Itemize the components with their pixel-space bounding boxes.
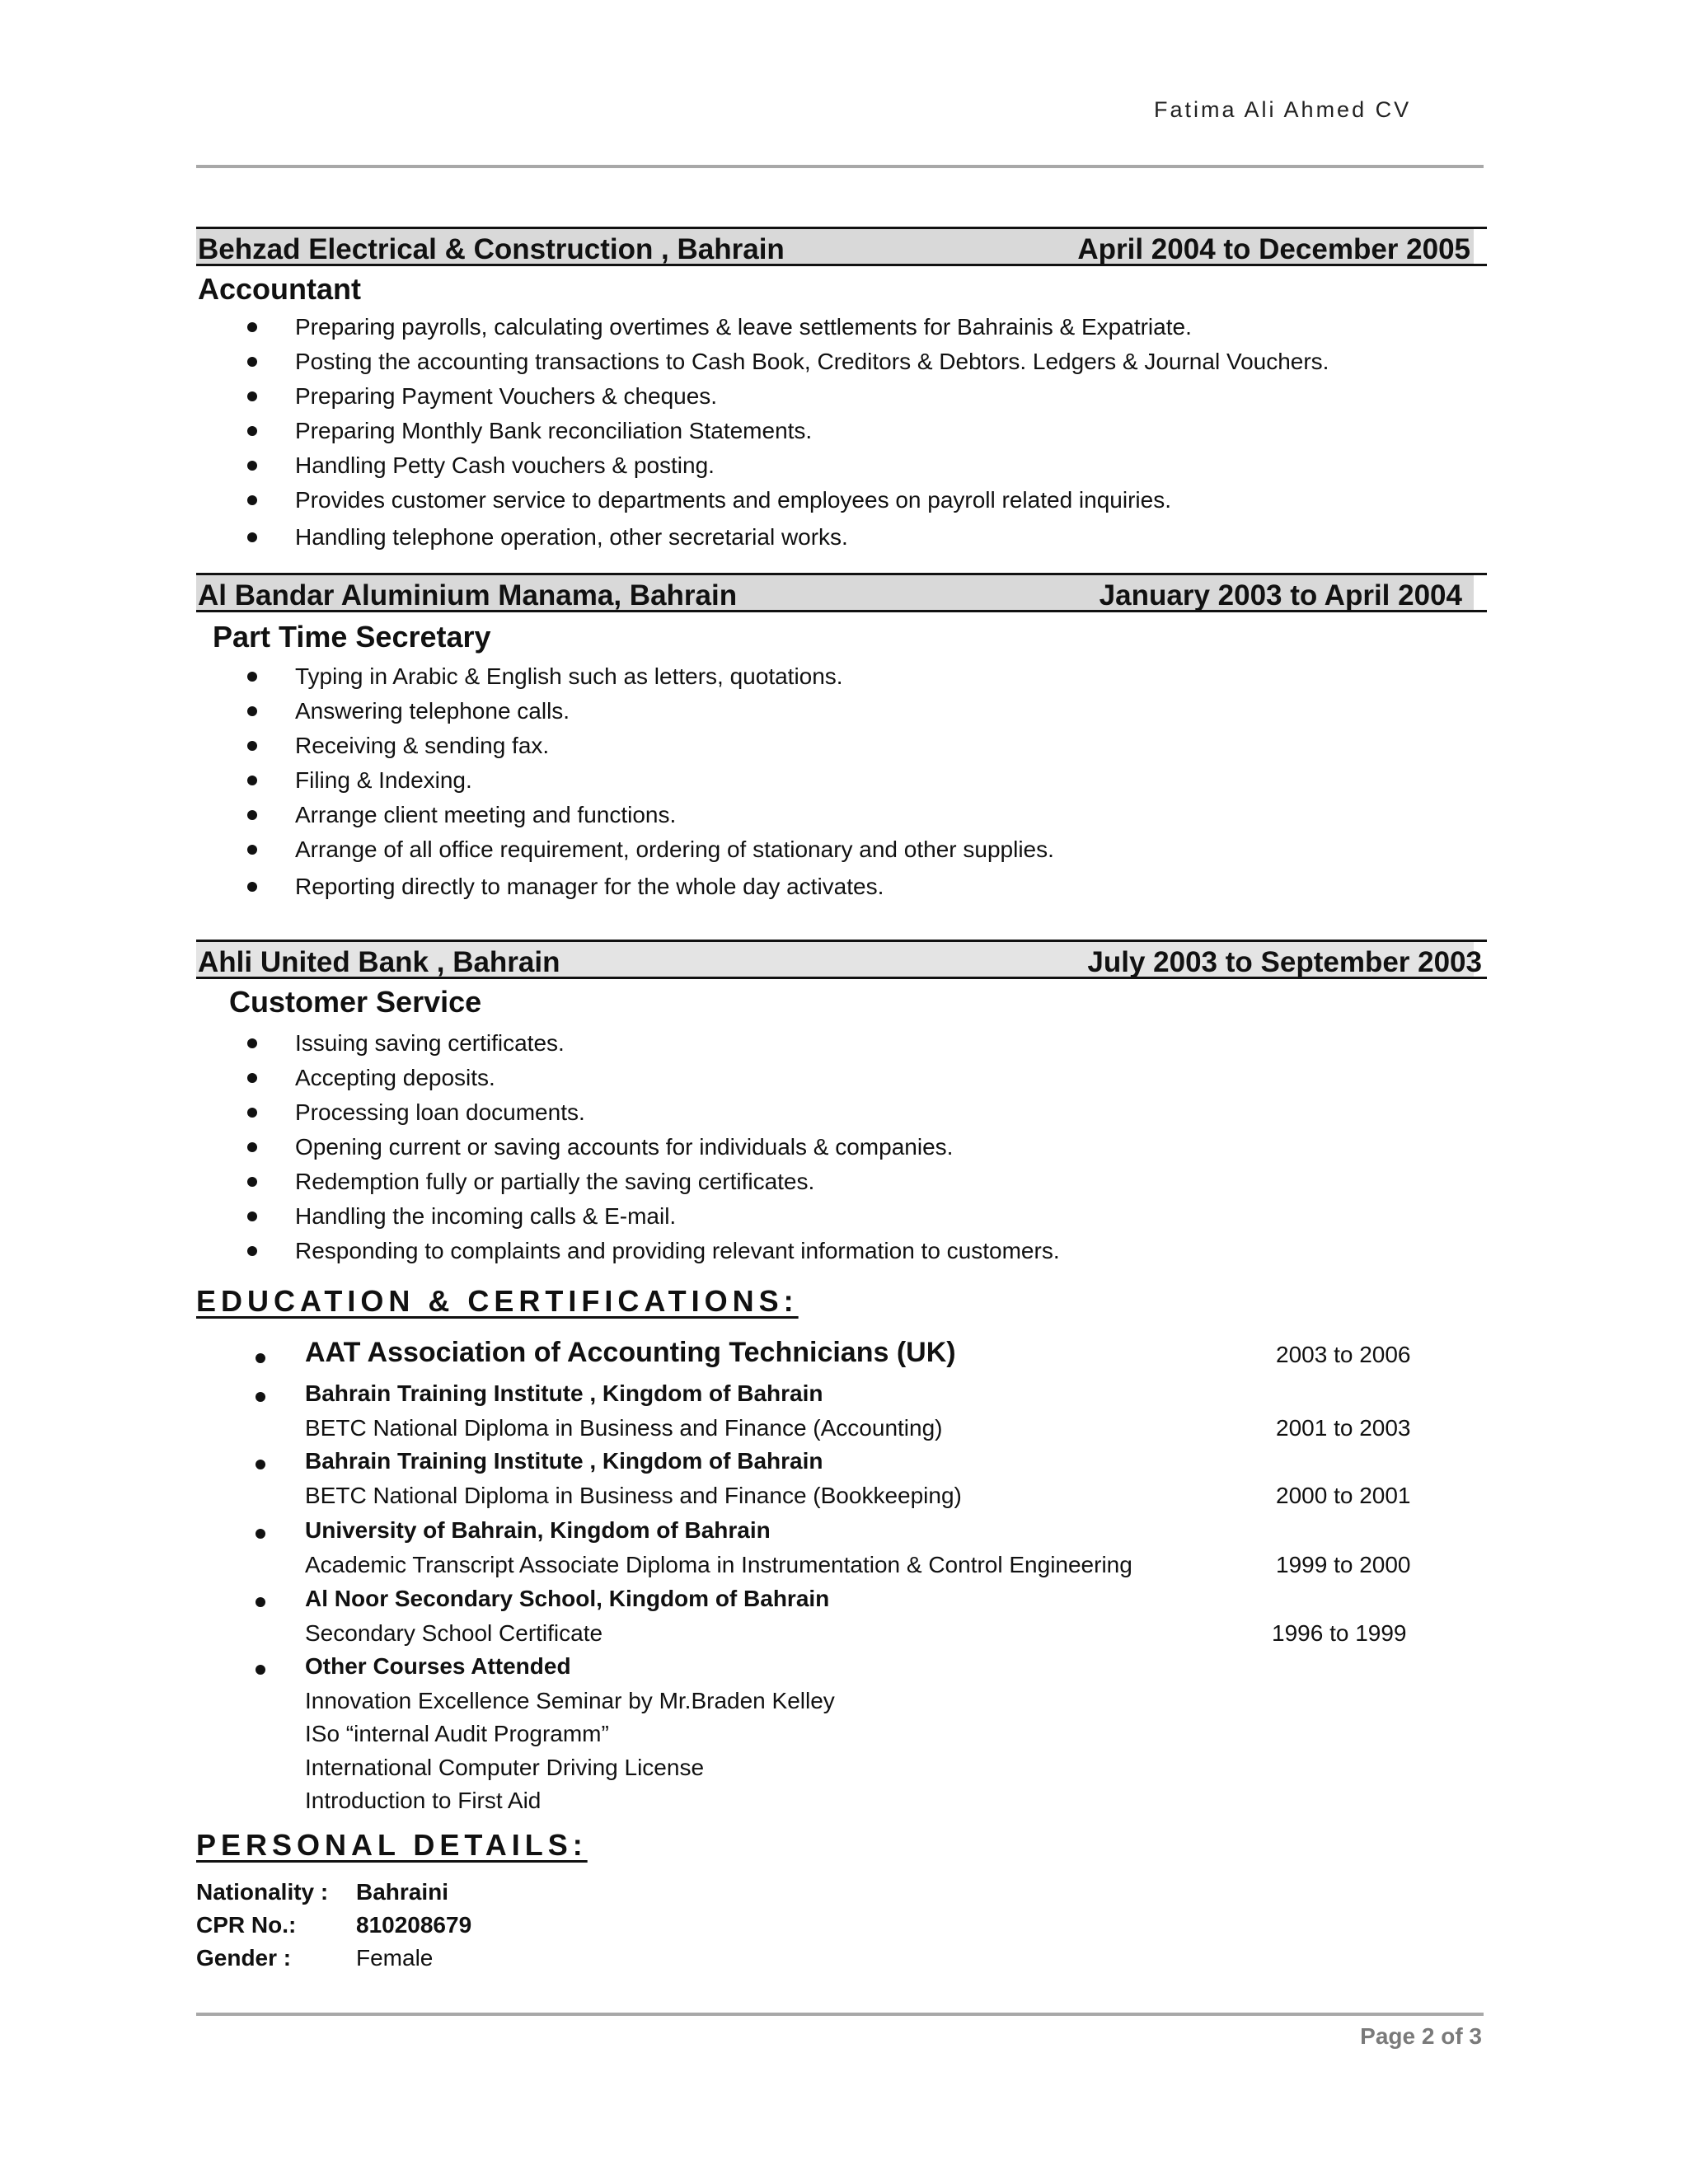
footer-rule [196,2013,1484,2016]
other-courses-title: Other Courses Attended [305,1653,571,1679]
education-qualification: Academic Transcript Associate Diploma in Instrumentation & Control Engineering [305,1552,1132,1577]
list-item: Receiving & sending fax. [247,729,1054,763]
job-dates: January 2003 to April 2004 [1099,579,1462,612]
job-company: Al Bandar Aluminium Manama, Bahrain [198,579,738,612]
list-item: Handling the incoming calls & E-mail. [247,1199,1060,1234]
nationality-value: Bahraini [356,1879,449,1905]
list-item: Accepting deposits. [247,1061,1060,1095]
list-item: Answering telephone calls. [247,694,1054,729]
page-number: Page 2 of 3 [1360,2023,1482,2049]
education-years: 2001 to 2003 [1276,1415,1411,1441]
job-role: Accountant [198,272,361,306]
education-item [256,1586,1426,1653]
job-dates: April 2004 to December 2005 [1077,233,1470,265]
education-institution: Al Noor Secondary School, Kingdom of Bahrain [305,1586,830,1611]
document-header-name: Fatima Ali Ahmed CV [1154,97,1412,122]
education-item [256,1380,1426,1448]
education-qualification: BETC National Diploma in Business and Finance (Bookkeeping) [305,1483,962,1508]
personal-details-heading: PERSONAL DETAILS: [196,1828,588,1862]
education-item [256,1448,1426,1516]
job-header-bar [196,227,1487,266]
education-years: 1999 to 2000 [1276,1552,1411,1577]
job-company: Behzad Electrical & Construction , Bahrain [198,233,785,265]
education-item [256,1335,1426,1376]
duties-list [247,1026,1060,1268]
education-years: 1996 to 1999 [1272,1620,1407,1646]
education-item [256,1517,1426,1585]
list-item: Preparing payrolls, calculating overtimes & leave settlements for Bahrainis & Expatriate. [247,310,1329,344]
list-item: Redemption fully or partially the saving certificates. [247,1165,1060,1199]
job-dates: July 2003 to September 2003 [1087,946,1482,978]
list-item: Processing loan documents. [247,1095,1060,1130]
list-item: Issuing saving certificates. [247,1026,1060,1061]
job-header-bar [196,573,1487,612]
list-item: Provides customer service to departments and employees on payroll related inquiries. [247,483,1329,518]
list-item: Reporting directly to manager for the whole day activates. [247,869,1054,904]
course-item: ISo “internal Audit Programm” [305,1721,609,1746]
education-years: 2000 to 2001 [1276,1483,1411,1508]
education-qualification: Secondary School Certificate [305,1620,603,1646]
education-years: 2003 to 2006 [1276,1342,1411,1367]
education-heading: EDUCATION & CERTIFICATIONS: [196,1284,799,1318]
education-institution: University of Bahrain, Kingdom of Bahrain [305,1517,771,1543]
cpr-label: CPR No.: [196,1912,297,1938]
list-item: Handling Petty Cash vouchers & posting. [247,448,1329,483]
education-institution: AAT Association of Accounting Technicians (UK) [305,1337,956,1368]
job-role: Part Time Secretary [213,620,491,654]
list-item: Opening current or saving accounts for individuals & companies. [247,1130,1060,1165]
list-item: Arrange of all office requirement, ordering of stationary and other supplies. [247,832,1054,867]
list-item: Posting the accounting transactions to Cash Book, Creditors & Debtors. Ledgers & Journal Vouchers. [247,344,1329,379]
course-item: International Computer Driving License [305,1755,705,1780]
course-item: Introduction to First Aid [305,1788,542,1813]
gender-label: Gender : [196,1945,292,1971]
education-institution: Bahrain Training Institute , Kingdom of Bahrain [305,1380,823,1406]
list-item: Typing in Arabic & English such as letters, quotations. [247,659,1054,694]
gender-value: Female [356,1945,434,1971]
list-item: Handling telephone operation, other secretarial works. [247,520,1329,555]
job-company: Ahli United Bank , Bahrain [198,946,560,978]
header-rule [196,165,1484,168]
list-item: Arrange client meeting and functions. [247,798,1054,832]
duties-list [247,310,1329,555]
nationality-label: Nationality : [196,1879,329,1905]
education-qualification: BETC National Diploma in Business and Finance (Accounting) [305,1415,943,1441]
duties-list [247,659,1054,904]
list-item: Preparing Payment Vouchers & cheques. [247,379,1329,414]
list-item: Filing & Indexing. [247,763,1054,798]
course-item: Innovation Excellence Seminar by Mr.Braden Kelley [305,1688,835,1713]
job-role: Customer Service [229,985,482,1019]
job-header-bar [196,940,1487,979]
list-item: Responding to complaints and providing relevant information to customers. [247,1234,1060,1268]
cpr-value: 810208679 [356,1912,472,1938]
other-courses [256,1653,1426,1826]
list-item: Preparing Monthly Bank reconciliation Statements. [247,414,1329,448]
education-institution: Bahrain Training Institute , Kingdom of Bahrain [305,1448,823,1474]
